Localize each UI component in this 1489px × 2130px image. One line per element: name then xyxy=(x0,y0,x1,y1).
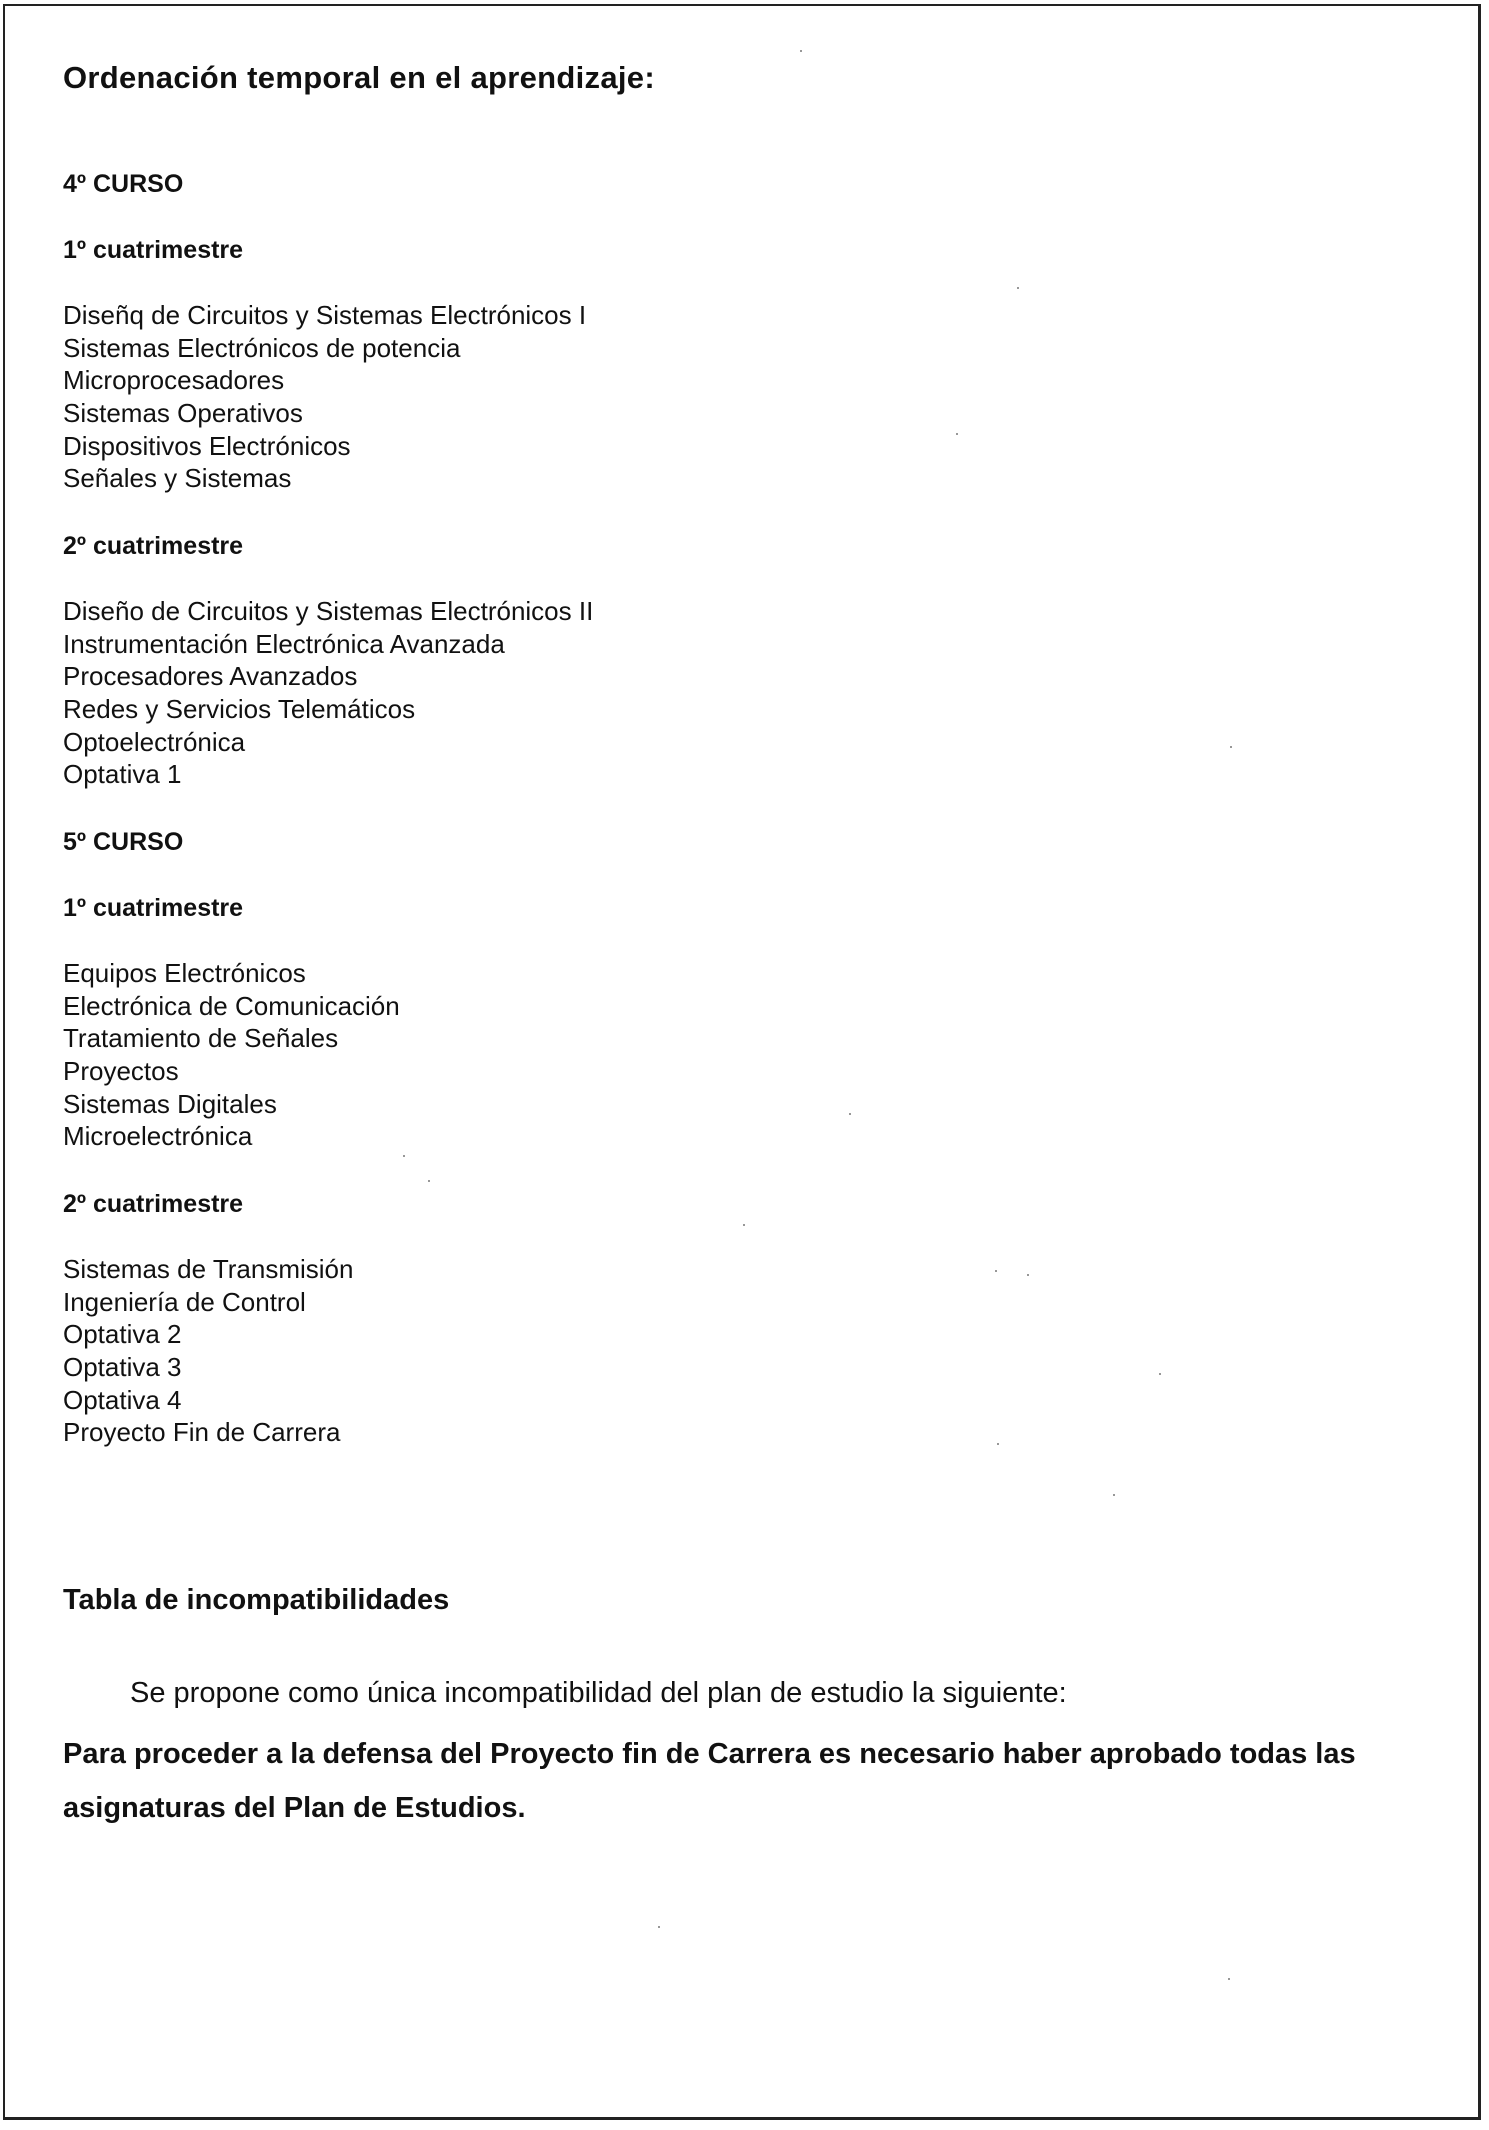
subject-item: Optativa 1 xyxy=(63,759,182,790)
subject-item: Optativa 4 xyxy=(63,1384,182,1415)
subject-item: Electrónica de Comunicación xyxy=(63,990,400,1021)
course-heading-4: 4º CURSO xyxy=(63,170,184,198)
scan-speck xyxy=(800,50,802,52)
page-title: Ordenación temporal en el aprendizaje: xyxy=(63,60,655,95)
subject-item: Sistemas Operativos xyxy=(63,398,303,429)
subject-item: Diseñq de Circuitos y Sistemas Electrónicos I xyxy=(63,300,587,330)
subject-item: Redes y Servicios Telemáticos xyxy=(63,694,416,725)
semester-heading-5-2: 2º cuatrimestre xyxy=(63,1190,244,1218)
scan-speck xyxy=(743,1224,745,1226)
semester-heading-5-1: 1º cuatrimestre xyxy=(63,894,244,922)
subject-item: Optativa 2 xyxy=(63,1319,182,1350)
subject-item: Instrumentación Electrónica Avanzada xyxy=(63,628,505,659)
subject-list-4-1 xyxy=(63,299,586,495)
scan-speck xyxy=(658,1926,660,1928)
subject-item: Sistemas Electrónicos de potencia xyxy=(63,332,461,363)
subject-item: Dispositivos Electrónicos xyxy=(63,430,351,461)
scan-speck xyxy=(403,1155,405,1157)
scan-speck xyxy=(1230,746,1232,748)
incompatibilities-heading: Tabla de incompatibilidades xyxy=(63,1584,450,1616)
scan-speck xyxy=(1228,1978,1230,1980)
scan-speck xyxy=(428,1180,430,1182)
incompatibilities-intro: Se propone como única incompatibilidad del plan de estudio la siguiente: xyxy=(130,1677,1067,1709)
scan-speck xyxy=(1113,1494,1115,1496)
subject-list-4-2 xyxy=(63,595,593,791)
scan-speck xyxy=(1017,287,1019,289)
subject-item: Sistemas de Transmisión xyxy=(63,1254,354,1284)
scan-speck xyxy=(997,1443,999,1445)
subject-item: Procesadores Avanzados xyxy=(63,661,358,692)
subject-item: Sistemas Digitales xyxy=(63,1088,277,1119)
subject-item: Microprocesadores xyxy=(63,365,285,396)
subject-item: Optoelectrónica xyxy=(63,726,246,757)
scan-speck xyxy=(956,433,958,435)
subject-list-5-2 xyxy=(63,1253,353,1449)
course-heading-5: 5º CURSO xyxy=(63,828,184,856)
semester-heading-4-2: 2º cuatrimestre xyxy=(63,532,244,560)
subject-item: Proyecto Fin de Carrera xyxy=(63,1417,341,1448)
scan-speck xyxy=(849,1113,851,1115)
subject-item: Ingeniería de Control xyxy=(63,1286,306,1317)
subject-item: Señales y Sistemas xyxy=(63,463,292,494)
subject-item: Tratamiento de Señales xyxy=(63,1023,339,1054)
subject-item: Proyectos xyxy=(63,1056,179,1087)
semester-heading-4-1: 1º cuatrimestre xyxy=(63,236,244,264)
scan-speck xyxy=(995,1270,997,1272)
scan-speck xyxy=(1159,1373,1161,1375)
scan-speck xyxy=(1027,1274,1029,1276)
subject-item: Equipos Electrónicos xyxy=(63,958,306,988)
subject-item: Optativa 3 xyxy=(63,1352,182,1383)
subject-item: Microelectrónica xyxy=(63,1121,253,1152)
incompatibilities-rule: Para proceder a la defensa del Proyecto fin de Carrera es necesario haber aprobado todas las asignaturas del Plan de Estudios. xyxy=(63,1738,1356,1824)
subject-item: Diseño de Circuitos y Sistemas Electrónicos II xyxy=(63,596,594,626)
subject-list-5-1 xyxy=(63,957,400,1153)
